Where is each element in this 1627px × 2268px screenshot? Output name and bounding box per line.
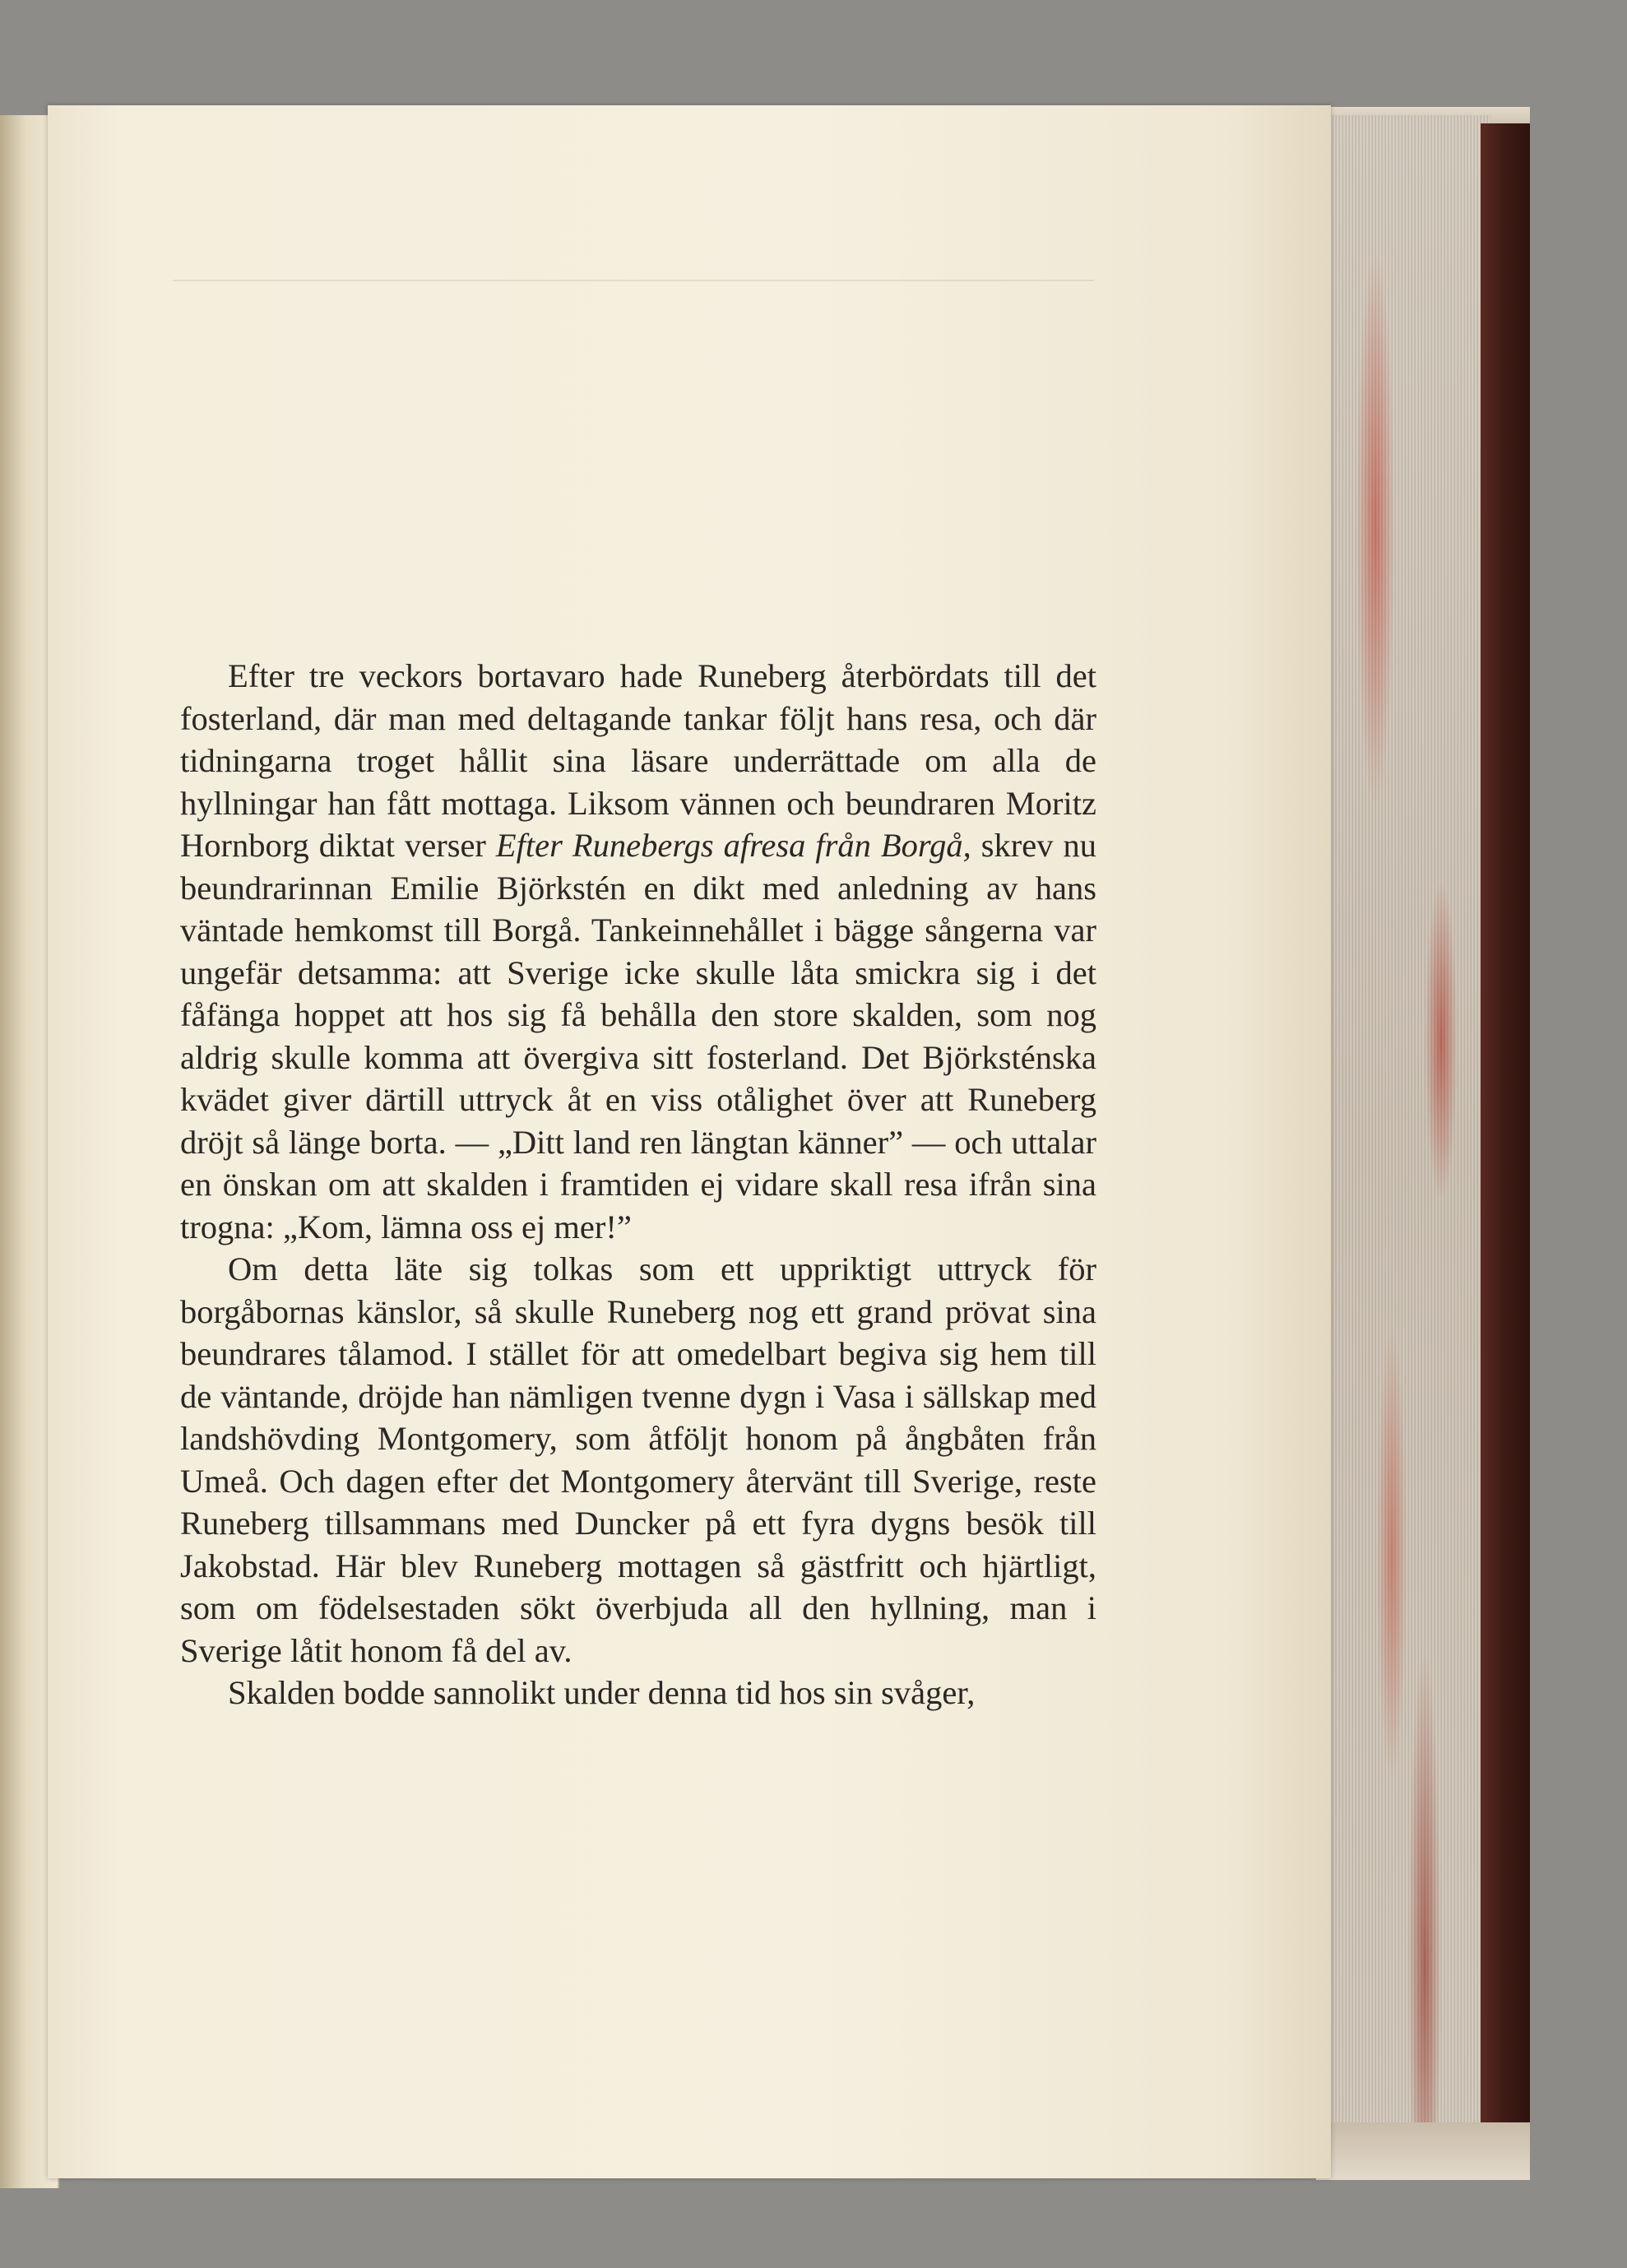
paragraph-3: Skalden bodde sannolikt under denna tid hos sin svåger, [228, 1674, 976, 1711]
bleed-through-rule [173, 280, 1094, 281]
paragraph-2: Om detta läte sig tolkas som ett uppriktigt uttryck för borgåbornas känslor, så skulle Runeberg nog ett grand prövat sina beundrares tålamod. I stället för att omedelbart begiva sig hem till de väntande, dröjde han nämligen tvenne dygn i Vasa i sällskap med landshövding Montgomery, som åtföljt honom på ångbåten från Umeå. Och dagen efter det Montgomery återvänt till Sverige, reste Runeberg tillsammans med Duncker på ett fyra dygns besök till Jakobstad. Här blev Runeberg mottagen så gästfritt och hjärtligt, som om födelsestaden sökt överbjuda all den hyllning, man i Sverige låtit honom få del av. [180, 1250, 1096, 1669]
cover-bottom [1316, 2122, 1530, 2180]
paragraph-1 [180, 655, 1096, 1248]
marbled-fore-edge [1326, 115, 1490, 2172]
italic-title: Efter Runebergs afresa från Borgå, [495, 827, 971, 864]
paragraph-1-part-1: Efter tre veckors bortavaro hade Runeberg återbördats till det fosterland, där man med deltagande tankar följt hans resa, och där tidningarna troget hållit sina läsare underrättade om alla de hyllningar han fått mottaga. Liksom vännen och beundraren Moritz Hornborg diktat verser [180, 657, 1096, 864]
paragraph-1-part-3: skrev nu beundrarinnan Emilie Björkstén en dikt med anledning av hans väntade hemkomst till Borgå. Tankeinnehållet i bägge sångerna var ungefär detsamma: att Sverige icke skulle låta smickra sig i det fåfänga hoppet att hos sig få behålla den store skalden, som nog aldrig skulle komma att övergiva sitt fosterland. Det Björksténska kvädet giver därtill uttryck åt en viss otålighet över att Runeberg dröjt så länge borta. — „Ditt land ren längtan känner” — och uttalar en önskan om att skalden i framtiden ej vidare skall resa ifrån sina trogna: „Kom, lämna oss ej mer!” [180, 827, 1096, 1245]
page-body-text [180, 655, 1096, 1714]
book-cover [1481, 123, 1530, 2164]
